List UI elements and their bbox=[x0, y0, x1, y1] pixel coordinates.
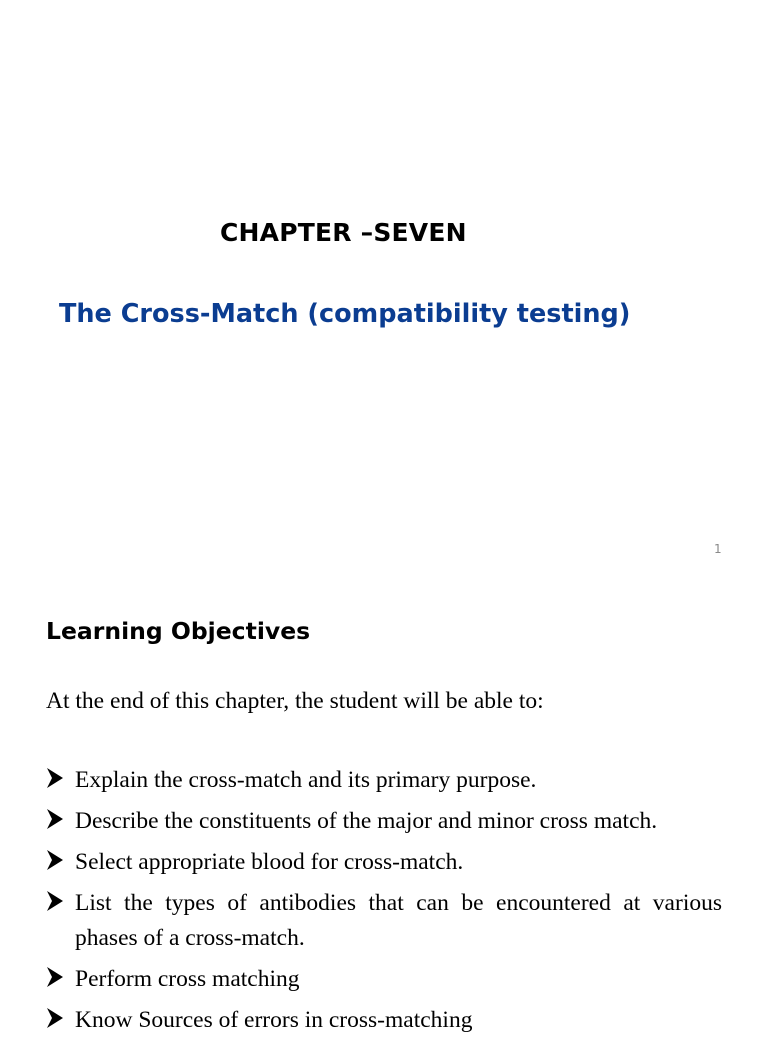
arrowhead-bullet-icon bbox=[46, 849, 64, 871]
page-number: 1 bbox=[714, 542, 722, 556]
objective-list bbox=[46, 763, 722, 1044]
objective-item bbox=[46, 886, 722, 956]
objective-text: Describe the constituents of the major and minor cross match. bbox=[75, 808, 658, 834]
objective-text: Select appropriate blood for cross-match. bbox=[75, 849, 464, 875]
arrowhead-bullet-icon bbox=[46, 1007, 64, 1029]
chapter-title: The Cross-Match (compatibility testing) bbox=[59, 299, 631, 329]
objective-text: List the types of antibodies that can be encountered at various phases of a cross-match. bbox=[75, 890, 722, 951]
objective-text: Explain the cross-match and its primary purpose. bbox=[75, 767, 537, 793]
chapter-heading: CHAPTER –SEVEN bbox=[220, 218, 467, 247]
arrowhead-bullet-icon bbox=[46, 808, 64, 830]
objective-item bbox=[46, 763, 722, 798]
objective-item bbox=[46, 845, 722, 880]
intro-sentence: At the end of this chapter, the student will be able to: bbox=[46, 688, 544, 714]
objective-text: Perform cross matching bbox=[75, 966, 300, 992]
learning-objectives-heading: Learning Objectives bbox=[46, 617, 311, 645]
objective-text: Know Sources of errors in cross-matching bbox=[75, 1007, 473, 1033]
objective-item bbox=[46, 804, 722, 839]
objective-item bbox=[46, 1003, 722, 1038]
arrowhead-bullet-icon bbox=[46, 890, 64, 912]
objective-item bbox=[46, 962, 722, 997]
arrowhead-bullet-icon bbox=[46, 767, 64, 789]
arrowhead-bullet-icon bbox=[46, 966, 64, 988]
